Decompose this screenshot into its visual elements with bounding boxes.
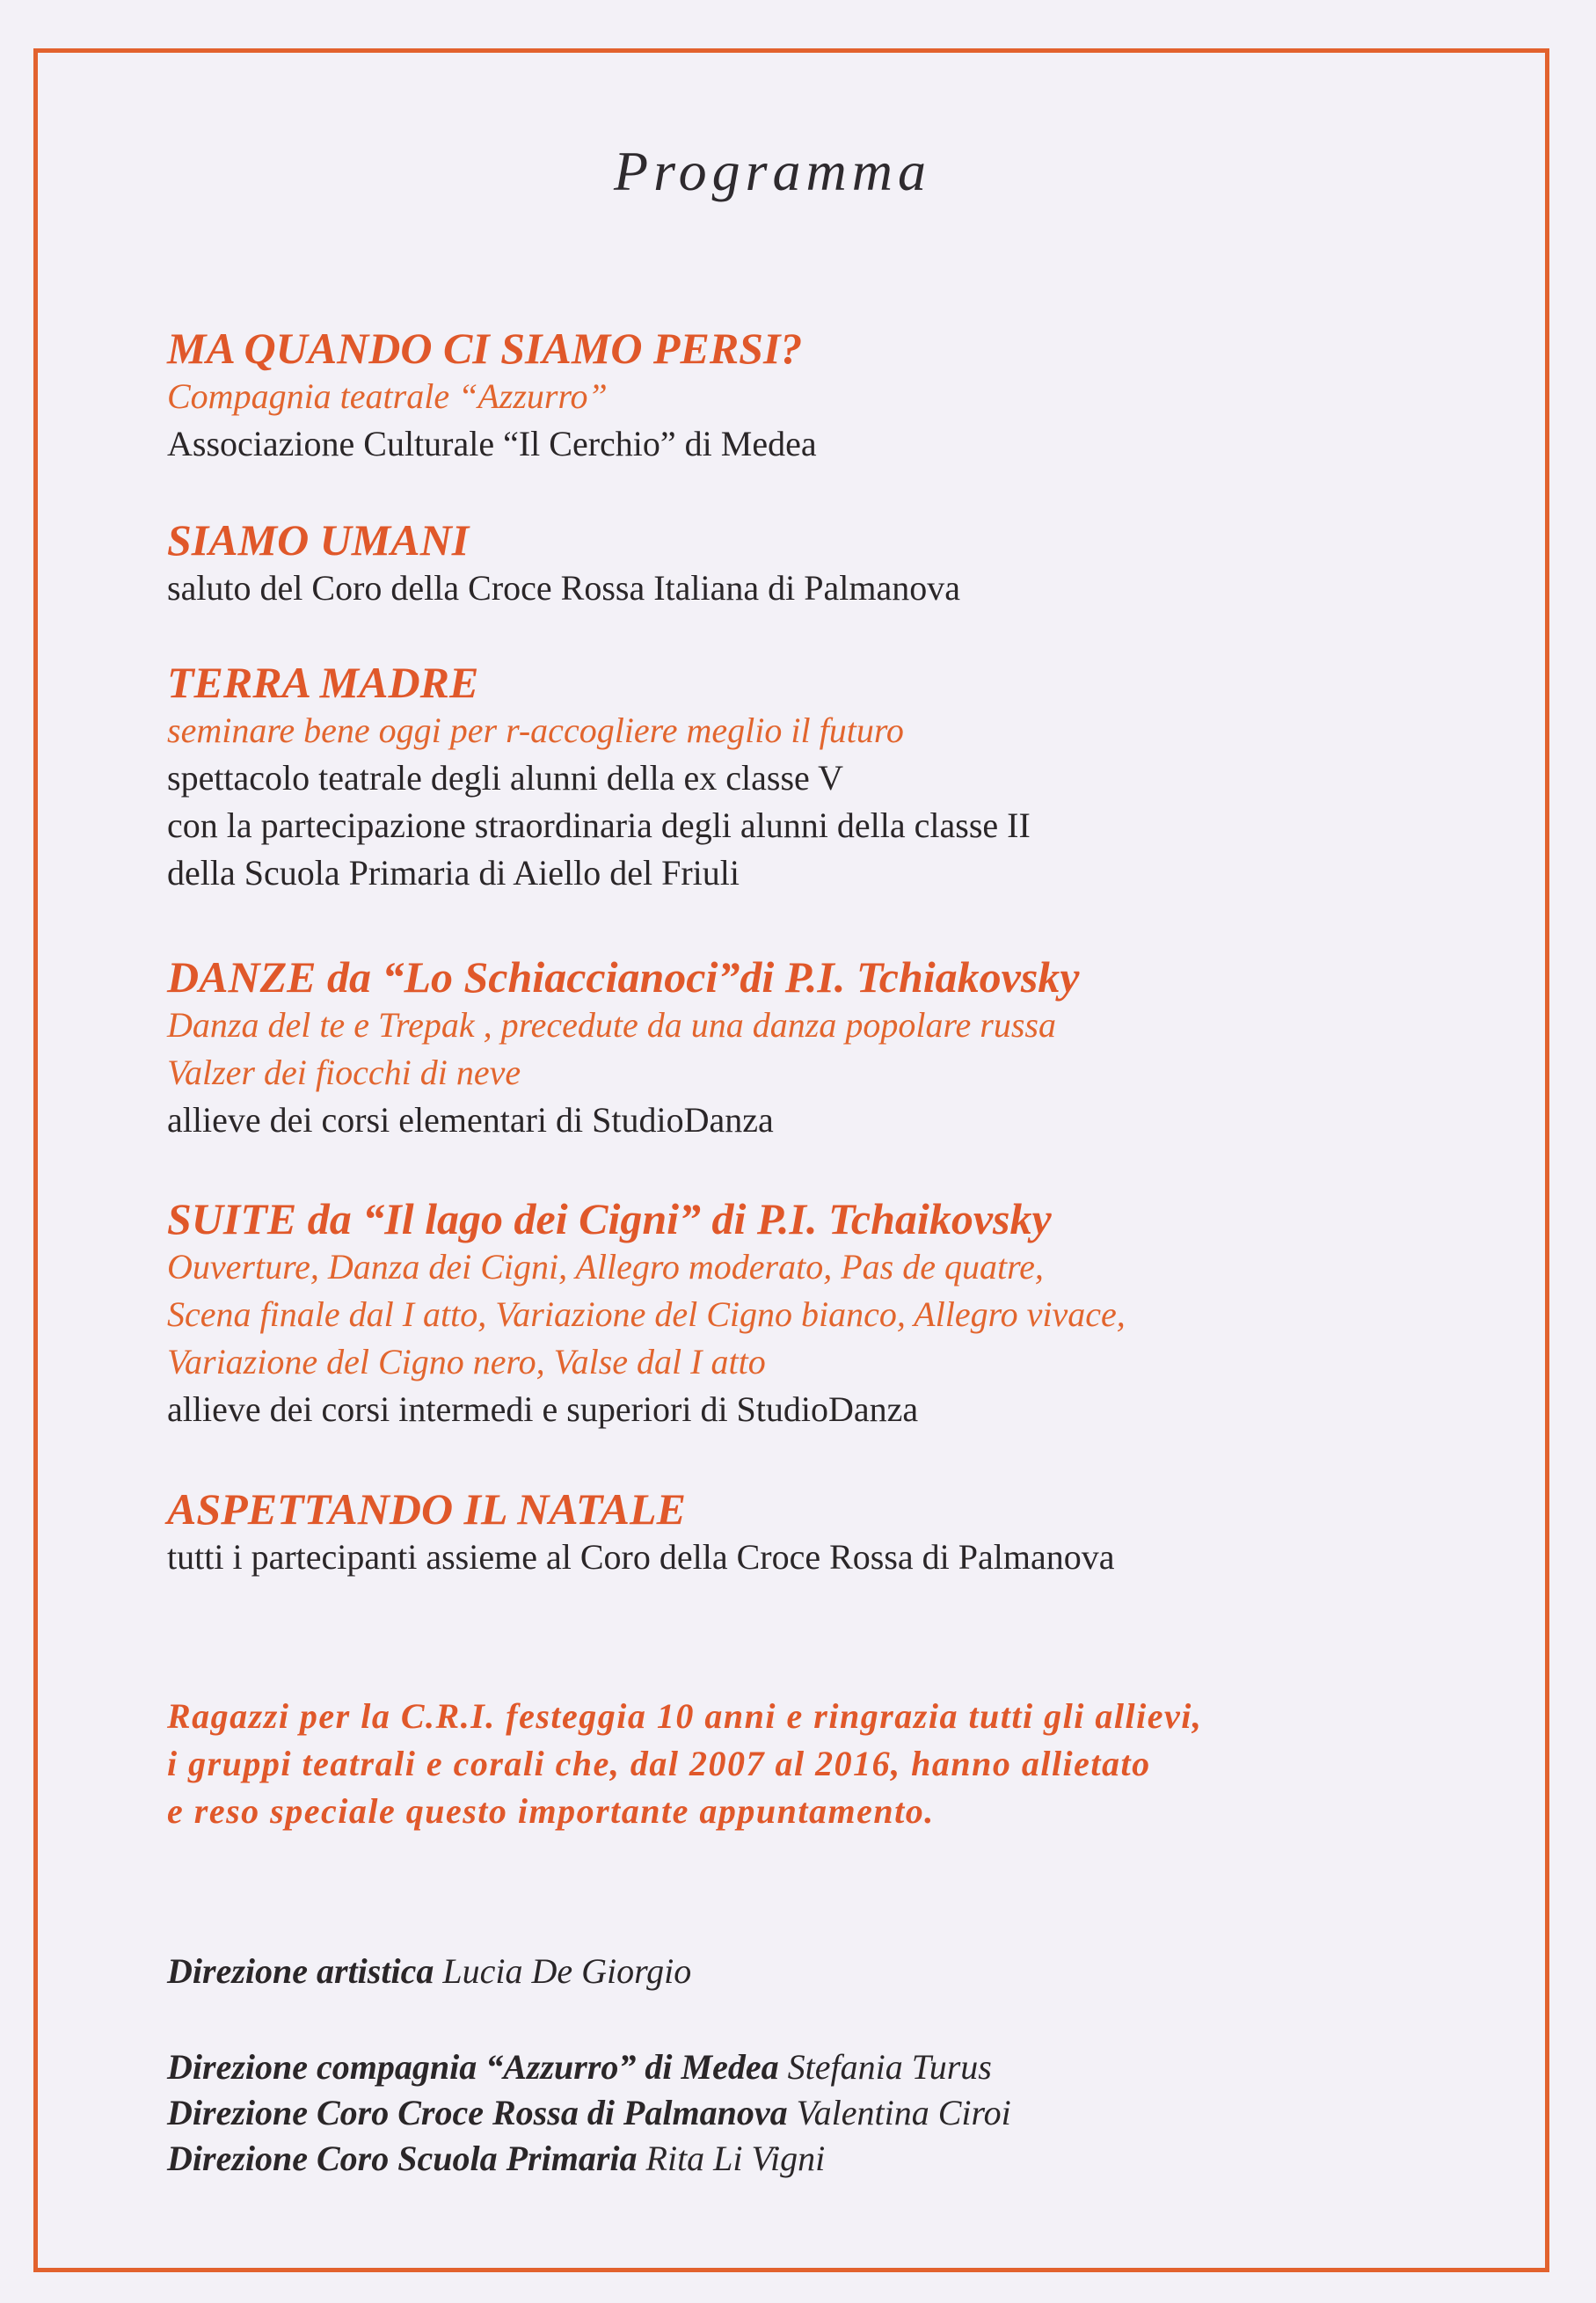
closing-message (167, 1693, 1451, 1835)
program-item-text: tutti i partecipanti assieme al Coro della Croce Rossa di Palmanova (167, 1537, 1115, 1577)
program-item-5 (167, 1194, 1451, 1433)
credit-name: Lucia De Giorgio (442, 1951, 692, 1991)
credits-artistic (167, 1949, 1451, 1994)
credit-role: Direzione compagnia “Azzurro” di Medea (167, 2047, 779, 2087)
program-item-text: spettacolo teatrale degli alunni della ex classe V (167, 758, 843, 798)
program-item-text: allieve dei corsi elementari di StudioDanza (167, 1100, 774, 1140)
closing-line: e reso speciale questo importante appuntamento. (167, 1791, 935, 1831)
credits-directors (167, 2044, 1451, 2182)
credit-line (167, 2044, 1451, 2090)
program-item-subtitle: Valzer dei fiocchi di neve (167, 1053, 521, 1092)
program-item-title: SUITE da “Il lago dei Cigni” di P.I. Tchaikovsky (167, 1194, 1052, 1243)
credit-role: Direzione Coro Croce Rossa di Palmanova (167, 2093, 788, 2132)
program-item-subtitle: Scena finale dal I atto, Variazione del Cigno bianco, Allegro vivace, (167, 1294, 1126, 1334)
credit-name: Stefania Turus (787, 2047, 992, 2087)
program-item-text: Associazione Culturale “Il Cerchio” di Medea (167, 424, 817, 463)
credit-role: Direzione artistica (167, 1951, 434, 1991)
page-title: Programma (614, 140, 931, 202)
credit-role: Direzione Coro Scuola Primaria (167, 2139, 638, 2178)
program-item-text: della Scuola Primaria di Aiello del Friuli (167, 853, 740, 893)
program-item-text: con la partecipazione straordinaria degli alunni della classe II (167, 805, 1031, 845)
program-item-4 (167, 952, 1451, 1144)
program-item-text: allieve dei corsi intermedi e superiori di StudioDanza (167, 1389, 919, 1429)
program-item-subtitle: Compagnia teatrale “Azzurro” (167, 376, 608, 416)
program-item-title: DANZE da “Lo Schiaccianoci”di P.I. Tchiakovsky (167, 952, 1080, 1002)
program-item-subtitle: Ouverture, Danza dei Cigni, Allegro moderato, Pas de quatre, (167, 1247, 1044, 1286)
program-item-title: ASPETTANDO IL NATALE (167, 1484, 686, 1534)
credit-line (167, 2090, 1451, 2136)
program-item-6 (167, 1484, 1451, 1581)
program-item-1 (167, 324, 1451, 468)
program-item-subtitle: Variazione del Cigno nero, Valse dal I atto (167, 1342, 766, 1381)
program-item-text: saluto del Coro della Croce Rossa Italiana di Palmanova (167, 568, 960, 608)
program-item-2 (167, 515, 1451, 612)
credit-name: Rita Li Vigni (645, 2139, 826, 2178)
program-item-subtitle: Danza del te e Trepak , precedute da una danza popolare russa (167, 1005, 1056, 1045)
program-item-title: SIAMO UMANI (167, 515, 470, 565)
closing-line: Ragazzi per la C.R.I. festeggia 10 anni e ringrazia tutti gli allievi, (167, 1696, 1203, 1736)
credit-line (167, 1949, 1451, 1994)
program-item-subtitle: seminare bene oggi per r-accogliere meglio il futuro (167, 711, 904, 750)
program-item-title: TERRA MADRE (167, 658, 479, 707)
credit-name: Valentina Ciroi (796, 2093, 1011, 2132)
program-item-3 (167, 658, 1451, 897)
program-item-title: MA QUANDO CI SIAMO PERSI? (167, 324, 803, 373)
credit-line (167, 2136, 1451, 2182)
closing-line: i gruppi teatrali e corali che, dal 2007 al 2016, hanno allietato (167, 1744, 1151, 1783)
